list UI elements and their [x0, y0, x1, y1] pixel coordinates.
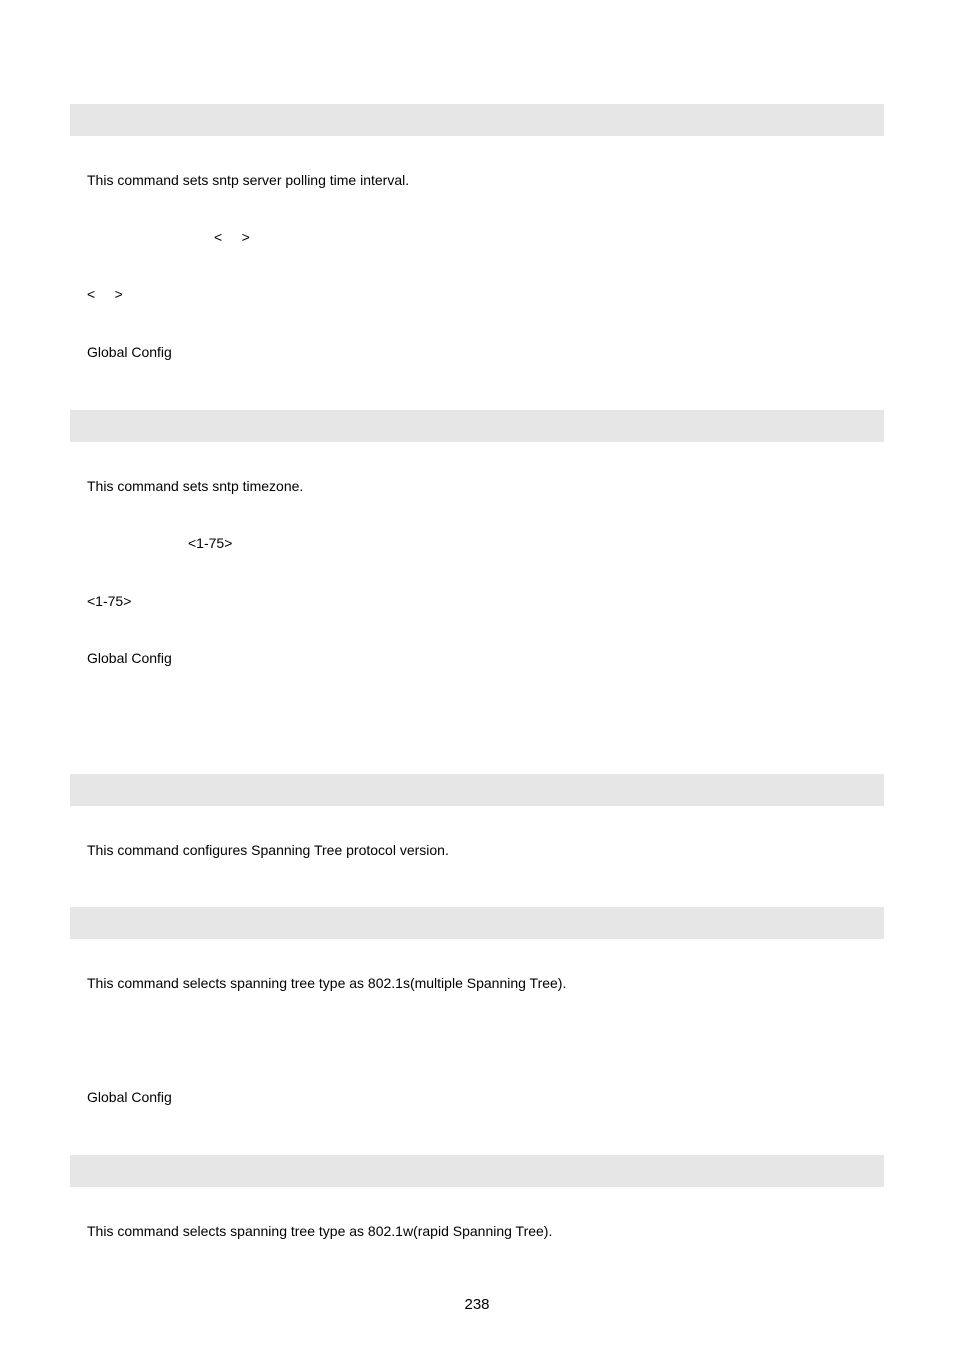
command-mode: Global Config	[87, 344, 172, 360]
section-header-bar	[70, 774, 884, 806]
section-header-bar	[70, 410, 884, 442]
command-format-parameter: < >	[214, 229, 250, 245]
command-mode: Global Config	[87, 1089, 172, 1105]
command-parameter: <1-75>	[87, 593, 132, 609]
command-description: This command selects spanning tree type as 802.1s(multiple Spanning Tree).	[87, 975, 567, 991]
command-description: This command selects spanning tree type as 802.1w(rapid Spanning Tree).	[87, 1223, 553, 1239]
section-header-bar	[70, 907, 884, 939]
command-format-parameter: <1-75>	[188, 535, 233, 551]
section-header-bar	[70, 104, 884, 136]
command-description: This command configures Spanning Tree protocol version.	[87, 842, 449, 858]
command-description: This command sets sntp server polling time interval.	[87, 172, 410, 188]
command-mode: Global Config	[87, 650, 172, 666]
command-parameter: < >	[87, 286, 123, 302]
section-header-bar	[70, 1155, 884, 1187]
command-description: This command sets sntp timezone.	[87, 478, 304, 494]
page-number: 238	[464, 1296, 490, 1313]
